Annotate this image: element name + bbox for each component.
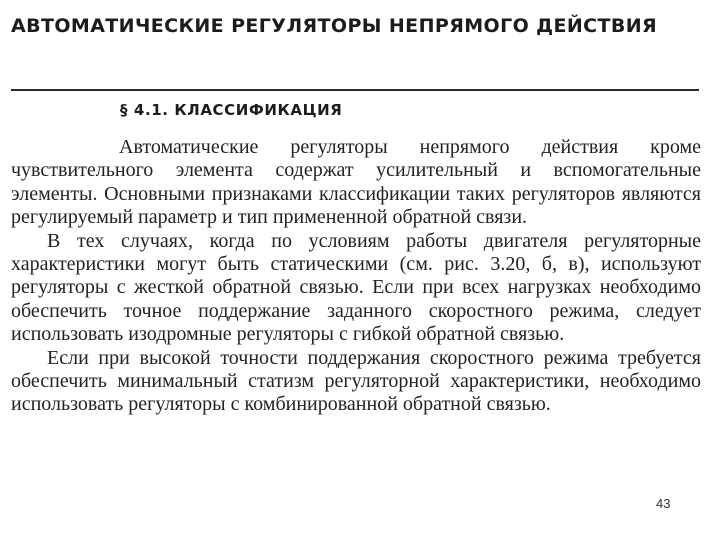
body-text	[11, 136, 701, 417]
paragraph: Если при высокой точности поддержания скоростного режима требуется обеспечить минимальный статизм регуляторной характеристики, необходимо использовать регуляторы с комбинированной обратной связью.	[11, 346, 701, 416]
paragraph: Автоматические регуляторы непрямого действия кроме чувствительного элемента содержат усилительный и вспомогательные элементы. Основными признаками классификации таких регуляторов являются регулируемый параметр и тип примененной обратной связи.	[11, 136, 701, 229]
title-divider	[11, 89, 699, 91]
page-number: 43	[656, 496, 671, 511]
section-heading: § 4.1. КЛАССИФИКАЦИЯ	[120, 101, 343, 119]
paragraph: В тех случаях, когда по условиям работы двигателя регуляторные характеристики могут быть статическими (см. рис. 3.20, б, в), используют регуляторы с жесткой обратной связью. Если при всех нагрузках необходимо обеспечить точное поддержание заданного скоростного режима, следует использовать изодромные регуляторы с гибкой обратной связью.	[11, 229, 701, 346]
page-title: АВТОМАТИЧЕСКИЕ РЕГУЛЯТОРЫ НЕПРЯМОГО ДЕЙСТВИЯ	[11, 15, 658, 37]
